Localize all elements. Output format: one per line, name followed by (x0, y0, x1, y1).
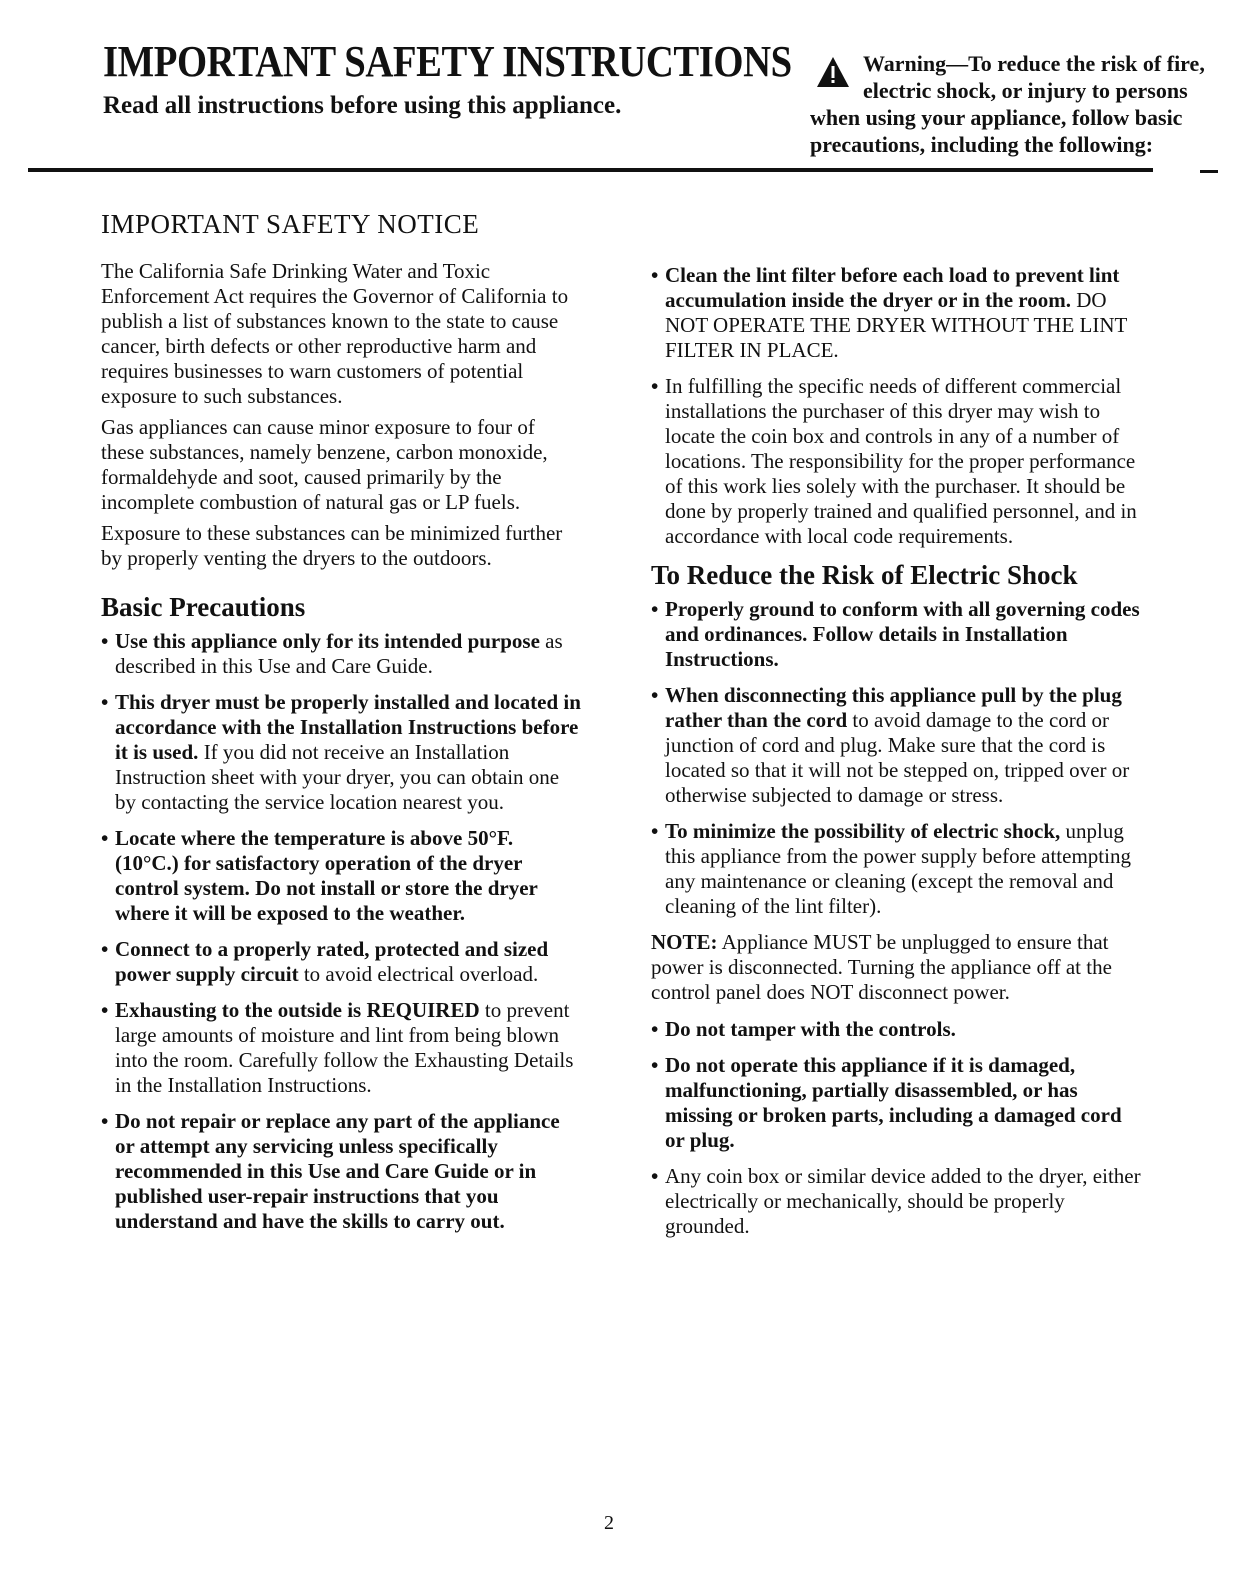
item-bold-text: Do not operate this appliance if it is damaged, malfunctioning, partially disassembled, or has missing or broken parts, including a damaged cord or plug. (665, 1053, 1122, 1152)
electric-shock-list (651, 597, 1141, 919)
list-item (651, 819, 1141, 919)
power-note (651, 930, 1141, 1005)
item-bold-text: Clean the lint filter before each load to prevent lint accumulation inside the dryer or in the room. (665, 263, 1120, 312)
item-bold-text: Do not tamper with the controls. (665, 1017, 956, 1041)
item-bold-text: Properly ground to conform with all governing codes and ordinances. Follow details in Installation Instructions. (665, 597, 1140, 671)
header-divider-tick (1200, 170, 1218, 173)
item-text: DO NOT OPERATE THE DRYER WITHOUT THE LINT FILTER IN PLACE. (665, 288, 1127, 362)
notice-paragraph: Gas appliances can cause minor exposure to four of these substances, namely benzene, carbon monoxide, formaldehyde and soot, caused primarily by the incomplete combustion of natural gas or LP fuels. (101, 415, 548, 514)
item-bold-text: When disconnecting this appliance pull by the plug rather than the cord (665, 683, 1122, 732)
list-item (101, 937, 581, 987)
item-text: In fulfilling the specific needs of different commercial installations the purchaser of this dryer may wish to locate the coin box and controls in any of a number of locations. The responsibility for the proper performance of this work lies solely with the purchaser. It should be done by properly trained and qualified personnel, and in accordance with local code requirements. (665, 374, 1137, 548)
list-item (651, 683, 1141, 808)
item-text: to avoid electrical overload. (298, 962, 539, 986)
note-text: Appliance MUST be unplugged to ensure that power is disconnected. Turning the appliance off at the control panel does NOT disconnect power. (651, 930, 1112, 1004)
item-text: Any coin box or similar device added to the dryer, either electrically or mechanically, should be properly grounded. (665, 1164, 1141, 1238)
right-precautions-list (651, 263, 1141, 549)
note-label: NOTE: (651, 930, 718, 954)
page-title: IMPORTANT SAFETY INSTRUCTIONS (103, 37, 792, 86)
item-bold-text: This dryer must be properly installed and located in accordance with the Installation Instructions before it is used. (115, 690, 581, 764)
notice-paragraph: Exposure to these substances can be minimized further by properly venting the dryers to the outdoors. (101, 521, 563, 570)
list-item (651, 374, 1141, 549)
right-column (651, 263, 1141, 1250)
basic-precautions-list (101, 629, 581, 1234)
electric-shock-heading: To Reduce the Risk of Electric Shock (651, 560, 1078, 590)
item-bold-text: Locate where the temperature is above 50°F. (10°C.) for satisfactory operation of the dryer control system. Do not install or store the dryer where it will be exposed to the weather. (115, 826, 538, 925)
item-bold-text: Connect to a properly rated, protected and sized power supply circuit (115, 937, 549, 986)
safety-notice-heading: IMPORTANT SAFETY NOTICE (101, 209, 480, 239)
list-item (101, 690, 581, 815)
warning-line-2: electric shock, or injury to persons (863, 78, 1188, 103)
left-column (101, 209, 581, 1245)
list-item (651, 1053, 1141, 1153)
list-item (651, 1164, 1141, 1239)
item-text: If you did not receive an Installation Instruction sheet with your dryer, you can obtain one by contacting the service location nearest you. (115, 740, 560, 814)
item-text: to avoid damage to the cord or junction of cord and plug. Make sure that the cord is located so that it will not be stepped on, tripped over or otherwise subjected to damage or stress. (665, 708, 1130, 807)
header-divider (28, 168, 1153, 172)
item-bold-text: Do not repair or replace any part of the appliance or attempt any servicing unless specifically recommended in this Use and Care Guide or in published user-repair instructions that you understand and have the skills to carry out. (115, 1109, 560, 1233)
page-number: 2 (604, 1512, 614, 1534)
list-item (651, 263, 1141, 363)
warning-line-1: Warning—To reduce the risk of fire, (863, 51, 1205, 76)
notice-paragraph: The California Safe Drinking Water and Toxic Enforcement Act requires the Governor of California to publish a list of substances known to the state to cause cancer, birth defects or other reproductive harm and requires businesses to warn customers of potential exposure to such substances. (101, 259, 569, 408)
list-item (101, 629, 581, 679)
item-text: as described in this Use and Care Guide. (115, 629, 563, 678)
warning-statement (810, 50, 1230, 158)
item-bold-text: Use this appliance only for its intended purpose (115, 629, 540, 653)
item-text: to prevent large amounts of moisture and lint from being blown into the room. Carefully follow the Exhausting Details in the Installation Instructions. (115, 998, 574, 1097)
list-item (651, 597, 1141, 672)
warning-line-rest: when using your appliance, follow basic precautions, including the following: (810, 105, 1183, 157)
list-item (101, 1109, 581, 1234)
page-subtitle: Read all instructions before using this appliance. (103, 92, 622, 119)
list-item (651, 1017, 1141, 1042)
list-item (101, 826, 581, 926)
item-bold-text: Exhausting to the outside is REQUIRED (115, 998, 480, 1022)
item-text: unplug this appliance from the power supply before attempting any maintenance or cleaning (except the removal and cleaning of the lint filter). (665, 819, 1131, 918)
electric-shock-list-continued (651, 1017, 1141, 1239)
list-item (101, 998, 581, 1098)
item-bold-text: To minimize the possibility of electric shock, (665, 819, 1061, 843)
basic-precautions-heading: Basic Precautions (101, 592, 306, 622)
